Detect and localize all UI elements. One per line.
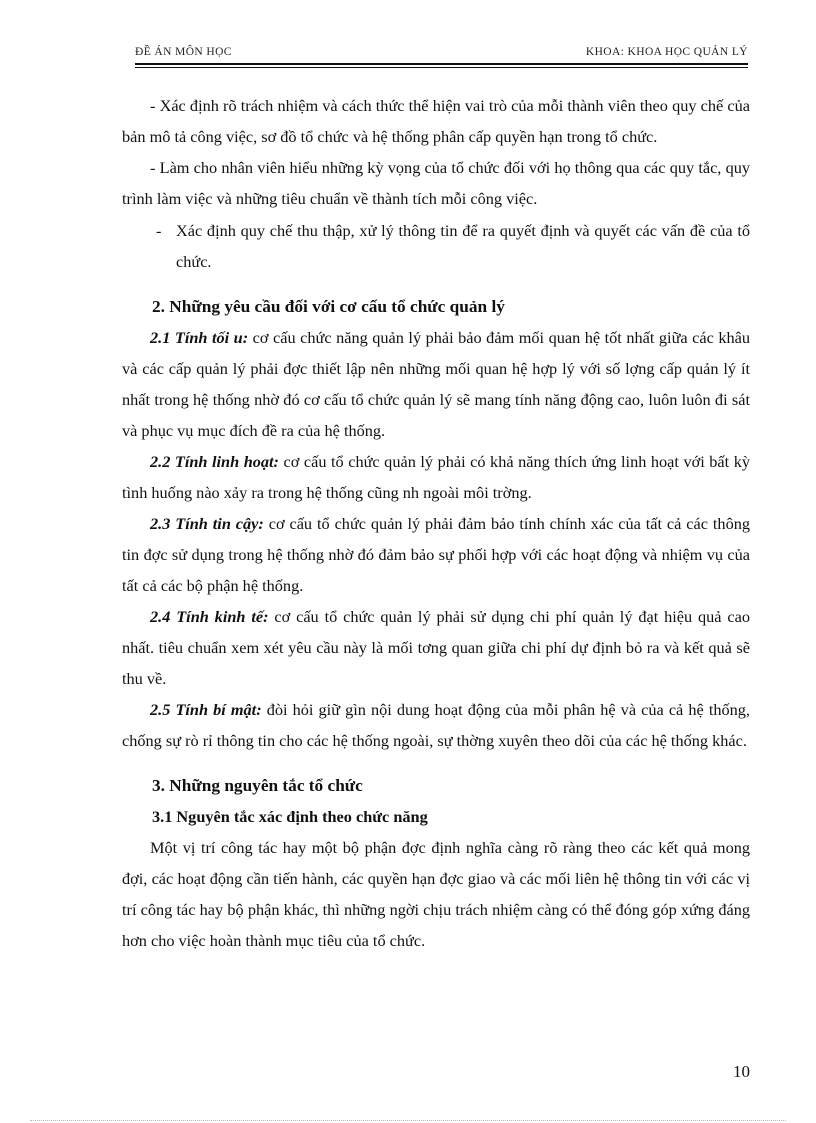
requirement-term: 2.5 Tính bí mật:: [150, 700, 262, 719]
page-bottom-border: [30, 1120, 786, 1121]
requirement-economy: [122, 601, 750, 694]
page-body: [122, 90, 750, 956]
page-header: [135, 42, 748, 64]
requirement-term: 2.4 Tính kinh tế:: [150, 607, 269, 626]
requirement-term: 2.3 Tính tin cậy:: [150, 514, 264, 533]
requirement-term: 2.2 Tính linh hoạt:: [150, 452, 279, 471]
requirement-optimal: [122, 322, 750, 446]
section-heading-principles: 3. Những nguyên tắc tổ chức: [152, 776, 363, 795]
header-left-title: ĐỀ ÁN MÔN HỌC: [135, 46, 232, 58]
header-right-title: KHOA: KHOA HỌC QUẢN LÝ: [585, 46, 748, 58]
requirement-text: cơ cấu tổ chức quản lý phải đảm bảo tính chính xác của tất cả các thông tin đợc sử dụng trong hệ thống nhờ đó đảm bảo sự phối hợp với các hoạt động và nhiệm vụ của tất cả các bộ phận hệ thống.: [122, 514, 750, 595]
requirement-term: 2.1 Tính tối u:: [150, 328, 249, 347]
paragraph-responsibility: - Xác định rõ trách nhiệm và cách thức thể hiện vai trò của mỗi thành viên theo quy chế của bản mô tả công việc, sơ đồ tổ chức và hệ thống phân cấp quyền hạn trong tổ chức.: [122, 96, 750, 146]
paragraph-function-principle: Một vị trí công tác hay một bộ phận đợc định nghĩa càng rõ ràng theo các kết quả mong đợi, các hoạt động cần tiến hành, các quyền hạn đợc giao và các mối liên hệ thông tin với các vị trí công tác hay bộ phận khác, thì những ngời chịu trách nhiệm càng có thể đóng góp xứng đáng hơn cho việc hoàn thành mục tiêu của tổ chức.: [122, 838, 750, 950]
bullet-text: Xác định quy chế thu thập, xử lý thông tin để ra quyết định và quyết các vấn đề của tổ chức.: [176, 221, 750, 271]
bullet-item-information: [122, 215, 750, 277]
paragraph-expectations: - Làm cho nhân viên hiểu những kỳ vọng của tổ chức đối với họ thông qua các quy tắc, quy trình làm việc và những tiêu chuẩn về thành tích mỗi công việc.: [122, 158, 750, 208]
requirement-text: đòi hỏi giữ gìn nội dung hoạt động của mỗi phân hệ và của cả hệ thống, chống sự rò rỉ thông tin cho các hệ thống ngoài, sự thờng xuyên theo dõi của các hệ thống khác.: [122, 700, 750, 750]
requirement-secrecy: [122, 694, 750, 756]
requirement-text: cơ cấu tổ chức quản lý phải sử dụng chi phí quản lý đạt hiệu quả cao nhất. tiêu chuẩn xem xét yêu cầu này là mối tơng quan giữa chi phí dự định bỏ ra và kết quả sẽ thu về.: [122, 607, 750, 688]
header-rule-thick: [135, 63, 748, 65]
header-rule-thin: [135, 67, 748, 68]
bullet-dash: -: [156, 221, 162, 240]
page-number: 10: [733, 1062, 750, 1081]
requirement-text: cơ cấu chức năng quản lý phải bảo đảm mối quan hệ tốt nhất giữa các khâu và các cấp quản lý phải đợc thiết lập nên những mối quan hệ hợp lý với số lợng cấp quản lý ít nhất trong hệ thống nhờ đó cơ cấu tổ chức quản lý sẽ mang tính năng động cao, luôn luôn đi sát và phục vụ mục đích đề ra của hệ thống.: [122, 328, 750, 440]
subsection-heading-function: 3.1 Nguyên tắc xác định theo chức năng: [152, 807, 428, 826]
requirement-text: cơ cấu tổ chức quản lý phải có khả năng thích ứng linh hoạt với bất kỳ tình huống nào xảy ra trong hệ thống cũng nh ngoài môi trờng.: [122, 452, 750, 502]
requirement-flexibility: [122, 446, 750, 508]
section-heading-requirements: 2. Những yêu cầu đối với cơ cấu tổ chức quản lý: [152, 297, 505, 316]
requirement-reliability: [122, 508, 750, 601]
